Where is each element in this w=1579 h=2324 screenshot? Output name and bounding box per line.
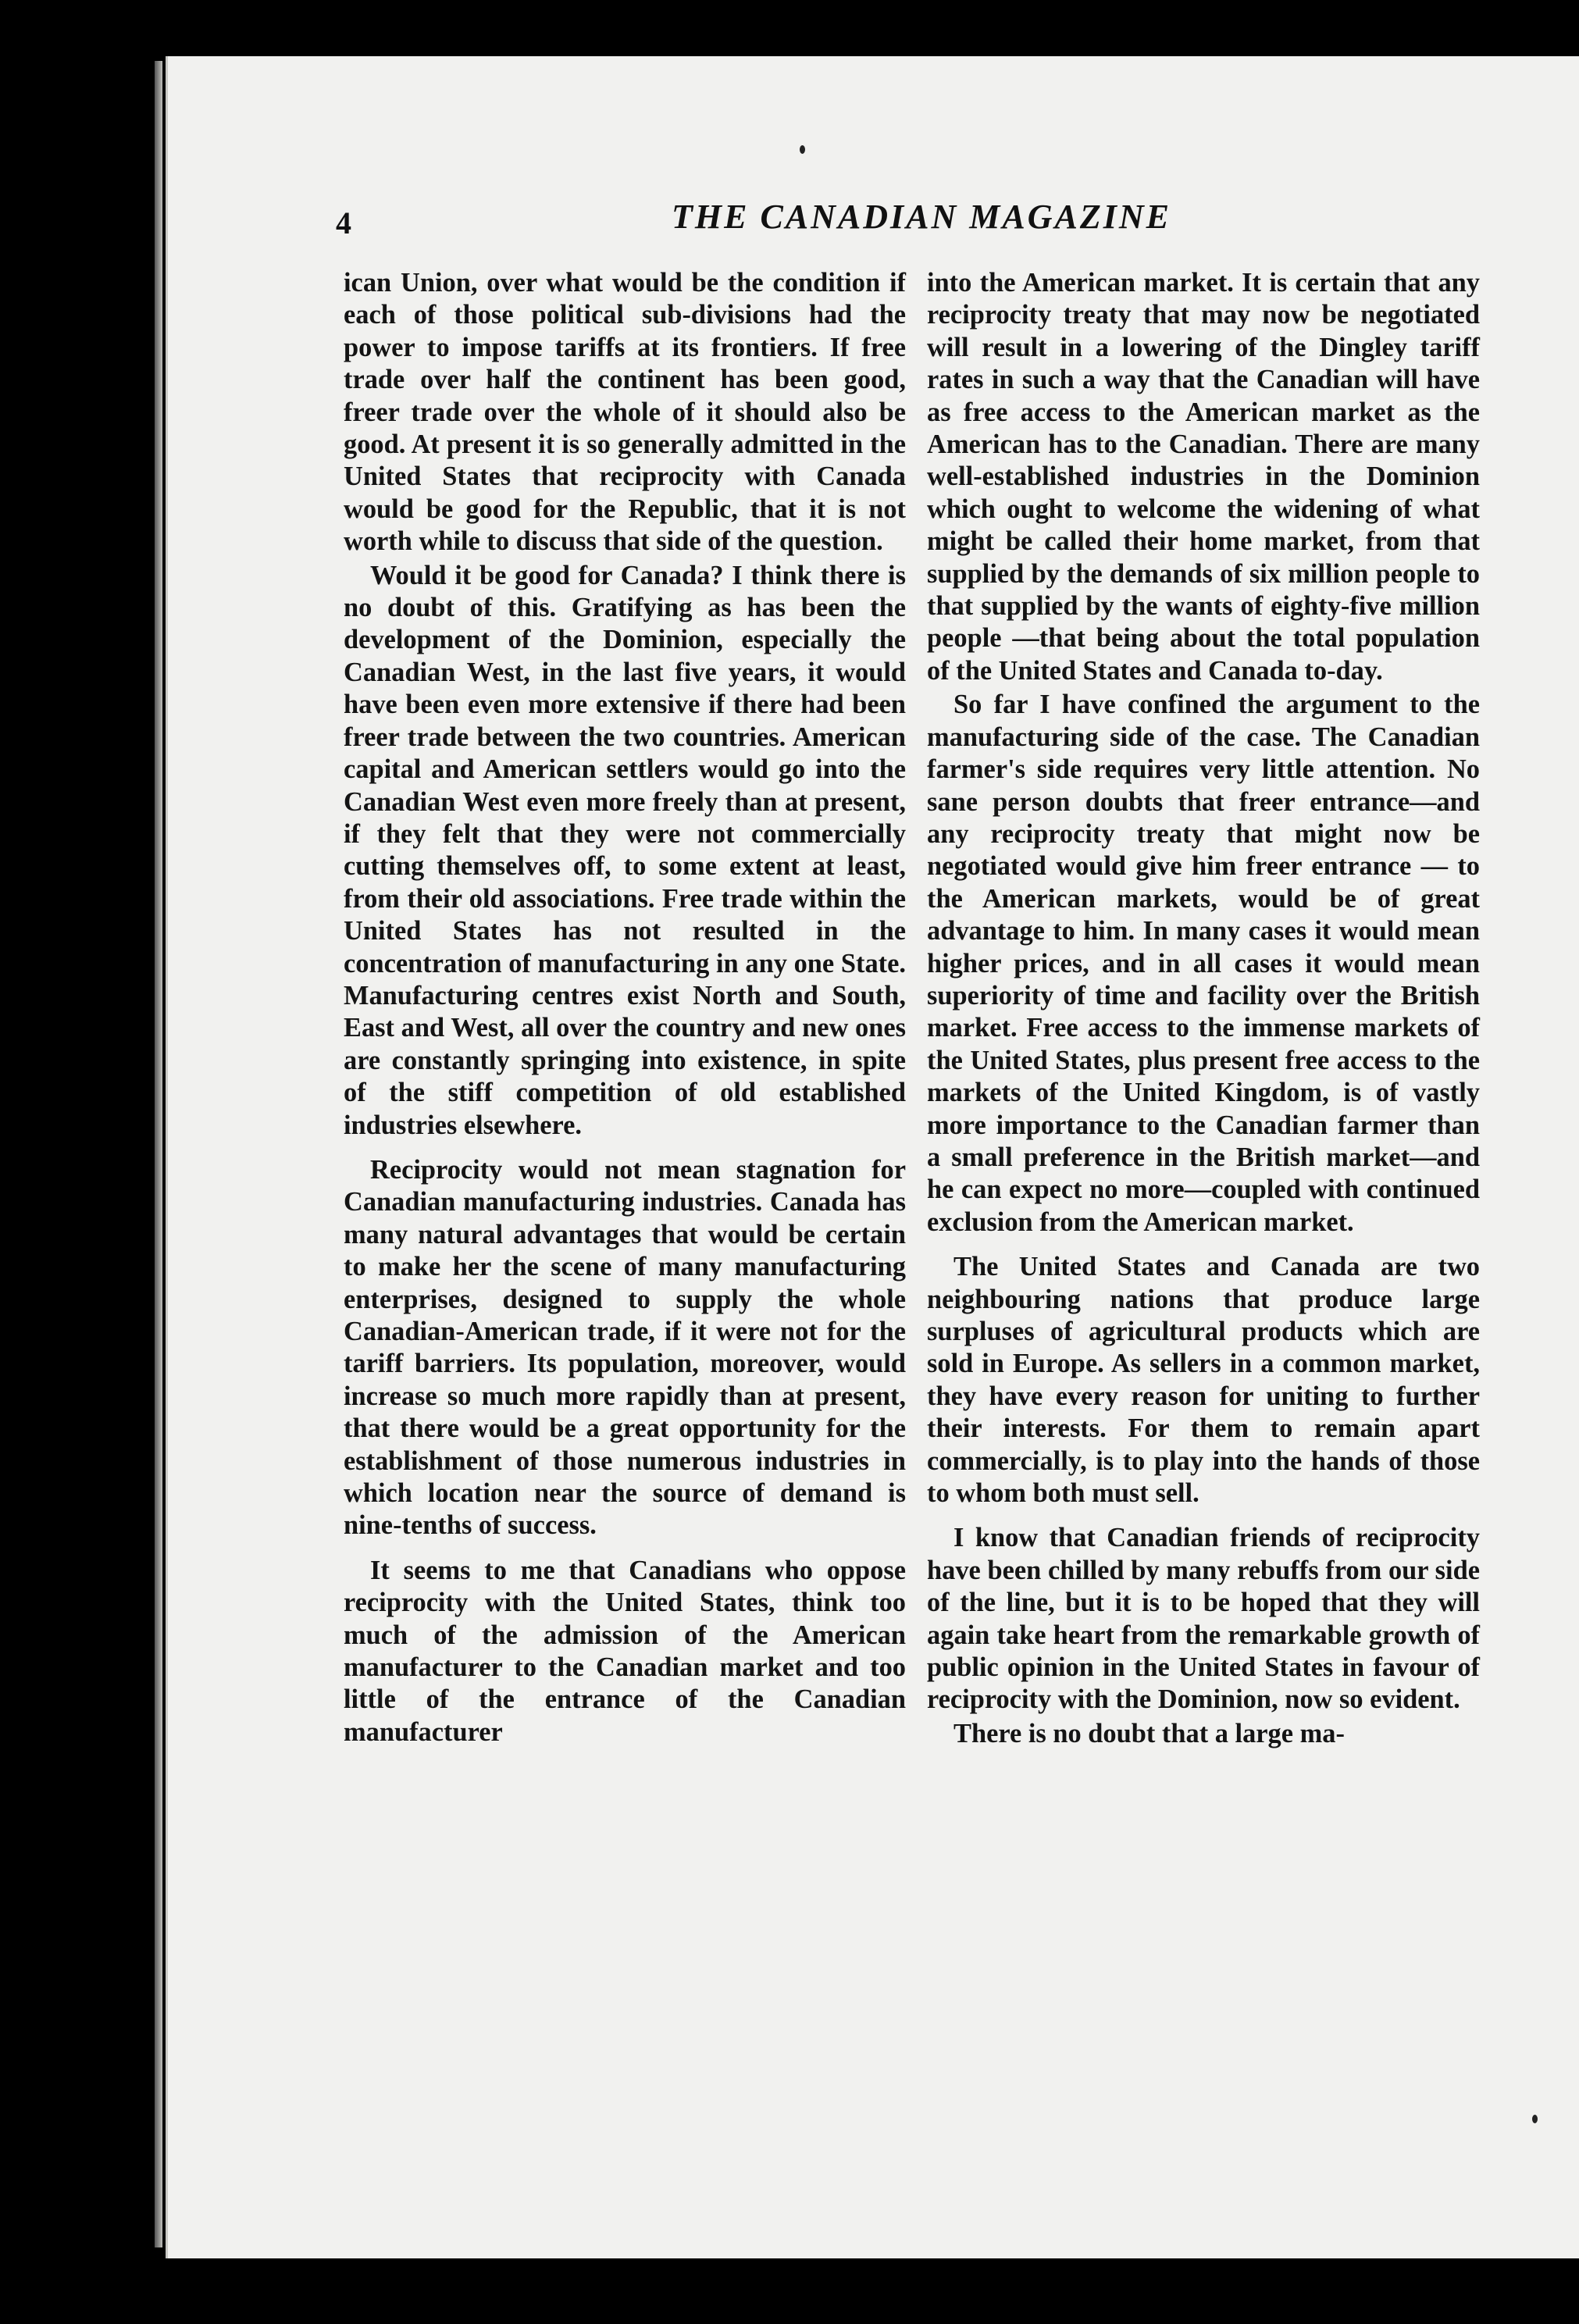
paragraph: I know that Canadian friends of reciprocity have been chilled by many rebuffs from our side of the line, but it is to be hoped that they will again take heart from the remarkable growth of public opinion in the United States in favour of reciprocity with the Dominion, now so evident. xyxy=(927,1523,1480,1715)
page-number: 4 xyxy=(336,205,351,241)
running-title: THE CANADIAN MAGAZINE xyxy=(672,198,1172,236)
paragraph: So far I have confined the argument to the manufacturing side of the case. The Canadian farmer's side requires very little attention. No sane person doubts that freer entrance—and any reciprocity treaty that might now be negotiated would give him freer entrance — to the American markets, would be of great advantage to him. In many cases it would mean higher prices, and in all cases it would mean superiority of time and facility over the British market. Free access to the immense markets of the United States, plus present free access to the markets of the United Kingdom, is of vastly more importance to the Canadian farmer than a small preference in the British market—and he can expect no more—coupled with continued exclusion from the American market. xyxy=(927,690,1480,1237)
paragraph: Reciprocity would not mean stagnation for Canadian manufacturing industries. Canada has many natural advantages that would be certain to make her the scene of many manufacturing enterprises, designed to supply the whole Canadian-American trade, if it were not for the tariff barriers. Its population, moreover, would increase so much more rapidly than at present, that there would be a great opportunity for the establishment of those numerous industries in which location near the source of demand is nine-tenths of success. xyxy=(344,1154,906,1541)
paragraph: ican Union, over what would be the condition if each of those political sub-divisions had the power to impose tariffs at its frontiers. If free trade over half the continent has been good, freer trade over the whole of it should also be good. At present it is so generally admitted in the United States that reciprocity with Canada would be good for the Republic, that it is not worth while to discuss that side of the question. xyxy=(344,268,906,557)
left-text-column xyxy=(344,267,906,1748)
paragraph: There is no doubt that a large ma- xyxy=(953,1718,1345,1748)
ink-speck xyxy=(800,145,805,154)
page-header xyxy=(336,194,1265,256)
right-text-column xyxy=(927,267,1480,1750)
page-binding-edge xyxy=(155,61,162,2247)
paragraph: into the American market. It is certain that any reciprocity treaty that may now be negotiated will result in a lowering of the Dingley tariff rates in such a way that the Canadian will have as free access to the American market as the American has to the Canadian. There are many well-established industries in the Dominion which ought to welcome the widening of what might be called their home market, from that supplied by the demands of six million people to that supplied by the wants of eighty-five million people —that being about the total population of the United States and Canada to-day. xyxy=(927,268,1480,686)
paragraph: The United States and Canada are two neighbouring nations that produce large surpluses of agricultural products which are sold in Europe. As sellers in a common market, they have every reason for uniting to further their interests. For them to remain apart commercially, is to play into the hands of those to whom both must sell. xyxy=(927,1252,1480,1509)
paragraph: It seems to me that Canadians who oppose reciprocity with the United States, think too much of the admission of the American manufacturer to the Canadian market and too little of the entrance of the Canadian manufacturer xyxy=(344,1555,906,1747)
paragraph: Would it be good for Canada? I think there is no doubt of this. Gratifying as has been the development of the Dominion, especially the Canadian West, in the last five years, it would have been even more extensive if there had been freer trade between the two countries. American capital and American settlers would go into the Canadian West even more freely than at present, if they felt that they were not commercially cutting themselves off, to some extent at least, from their old associations. Free trade within the United States has not resulted in the concentration of manufacturing in any one State. Manufacturing centres exist North and South, East and West, all over the country and new ones are constantly springing into existence, in spite of the stiff competition of old established industries elsewhere. xyxy=(344,560,906,1140)
ink-speck xyxy=(1532,2115,1538,2123)
